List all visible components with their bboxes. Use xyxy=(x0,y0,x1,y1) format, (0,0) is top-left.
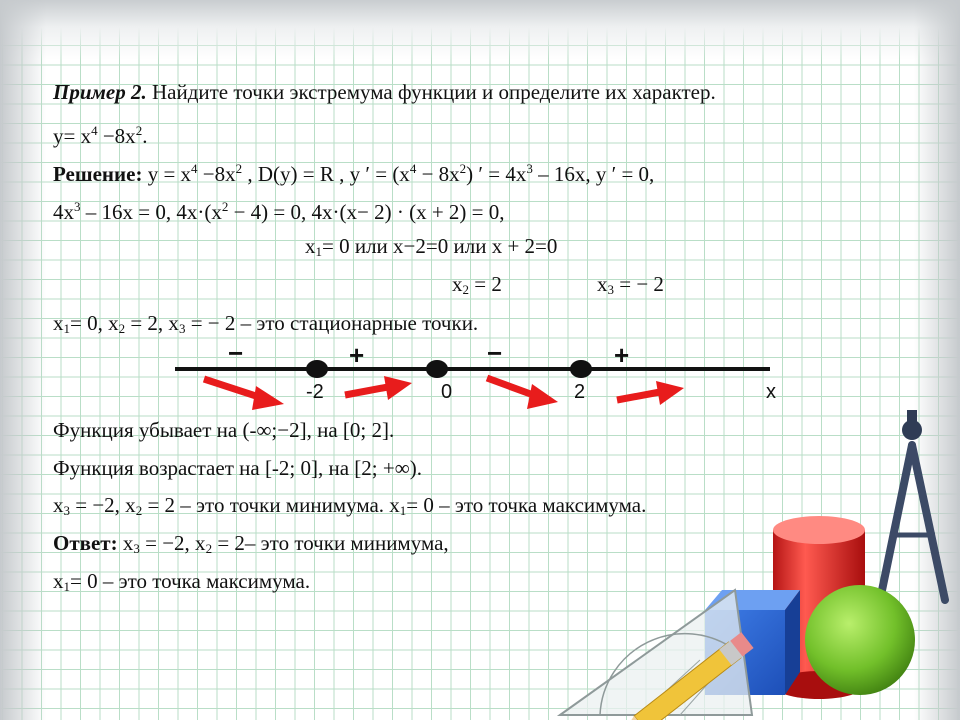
function-exponent: 2 xyxy=(135,123,143,138)
stationary-part: = 0, x xyxy=(70,311,119,335)
answer-part: x xyxy=(53,569,64,593)
solution-exponent: 3 xyxy=(526,161,533,176)
root-sub: 2 xyxy=(462,282,469,297)
answer-part: x xyxy=(117,531,134,555)
equation-exponent: 2 xyxy=(221,199,229,214)
minmax-part: x xyxy=(53,493,64,517)
root-sub: 3 xyxy=(607,282,614,297)
arrow-up-icon xyxy=(617,381,684,405)
minmax-part: = 2 – это точки минимума. x xyxy=(142,493,400,517)
stationary-part: = 2, x xyxy=(125,311,179,335)
decreasing-line: Функция убывает на (-∞;−2], на [0; 2]. xyxy=(53,418,395,442)
function-part: y= x xyxy=(53,124,92,148)
minmax-sub: 1 xyxy=(399,503,407,518)
arrow-down-icon xyxy=(204,379,284,410)
stationary-part: = − 2 – это стационарные точки. xyxy=(185,311,479,335)
solution-exponent: 4 xyxy=(191,161,198,176)
minmax-part: = −2, x xyxy=(70,493,136,517)
example-text: Найдите точки экстремума функции и определите их характер. xyxy=(146,80,716,104)
arrow-up-icon xyxy=(345,376,412,400)
roots-sub: 1 xyxy=(315,244,322,259)
function-exponent: 4 xyxy=(91,123,98,138)
point-marker xyxy=(570,360,592,378)
solution-part: , D(y) = R , y ′ = (x xyxy=(242,162,410,186)
point-label: -2 xyxy=(306,381,324,403)
function-part: . xyxy=(142,124,148,148)
root-value: = 2 xyxy=(469,272,502,296)
solution-exponent: 2 xyxy=(235,161,243,176)
sign-interval-1: − xyxy=(228,338,244,368)
example-label: Пример 2. xyxy=(53,80,147,104)
point-marker xyxy=(426,360,448,378)
point-marker xyxy=(306,360,328,378)
point-label: 0 xyxy=(441,381,453,403)
solution-part: − 8x xyxy=(416,162,460,186)
stationary-sub: 3 xyxy=(178,321,186,336)
axis-label: x xyxy=(766,381,776,403)
stationary-sub: 2 xyxy=(118,321,126,336)
solution-part: −8x xyxy=(197,162,236,186)
answer-sub: 1 xyxy=(63,579,70,594)
root-var: x xyxy=(597,272,608,296)
answer-line-2 xyxy=(53,568,310,600)
sign-interval-4: + xyxy=(614,340,630,370)
min-max-line xyxy=(53,492,646,524)
answer-label: Ответ: xyxy=(53,531,118,555)
answer-sub: 2 xyxy=(205,541,213,556)
roots-var: x xyxy=(305,234,316,258)
equation-part: – 16x = 0, 4x·(x xyxy=(80,200,222,224)
minmax-sub: 2 xyxy=(135,503,143,518)
root-var: x xyxy=(452,272,463,296)
point-label: 2 xyxy=(574,381,586,403)
root-value: = − 2 xyxy=(614,272,664,296)
function-part: −8x xyxy=(97,124,136,148)
sign-interval-3: − xyxy=(487,338,503,368)
increasing-line: Функция возрастает на [-2; 0], на [2; +∞). xyxy=(53,456,422,480)
solution-exponent: 2 xyxy=(459,161,467,176)
answer-line xyxy=(53,530,449,562)
solution-part: y = x xyxy=(142,162,192,186)
equation-part: − 4) = 0, 4x·(x− 2) · (x + 2) = 0, xyxy=(228,200,505,224)
answer-part: = 0 – это точка максимума. xyxy=(70,569,311,593)
stationary-part: x xyxy=(53,311,64,335)
equation-exponent: 3 xyxy=(74,199,81,214)
solution-part: – 16x, y ′ = 0, xyxy=(532,162,655,186)
minmax-part: = 0 – это точка максимума. xyxy=(406,493,647,517)
answer-part: = 2– это точки минимума, xyxy=(212,531,449,555)
stationary-sub: 1 xyxy=(63,321,70,336)
solution-label: Решение: xyxy=(53,162,143,186)
solution-part: ) ′ = 4x xyxy=(466,162,527,186)
roots-text: = 0 или x−2=0 или x + 2=0 xyxy=(322,234,558,258)
equation-part: 4x xyxy=(53,200,74,224)
arrow-down-icon xyxy=(487,378,558,409)
sign-interval-2: + xyxy=(349,340,365,370)
answer-part: = −2, x xyxy=(139,531,206,555)
answer-sub: 3 xyxy=(133,541,140,556)
solution-exponent: 4 xyxy=(409,161,417,176)
minmax-sub: 3 xyxy=(63,503,70,518)
